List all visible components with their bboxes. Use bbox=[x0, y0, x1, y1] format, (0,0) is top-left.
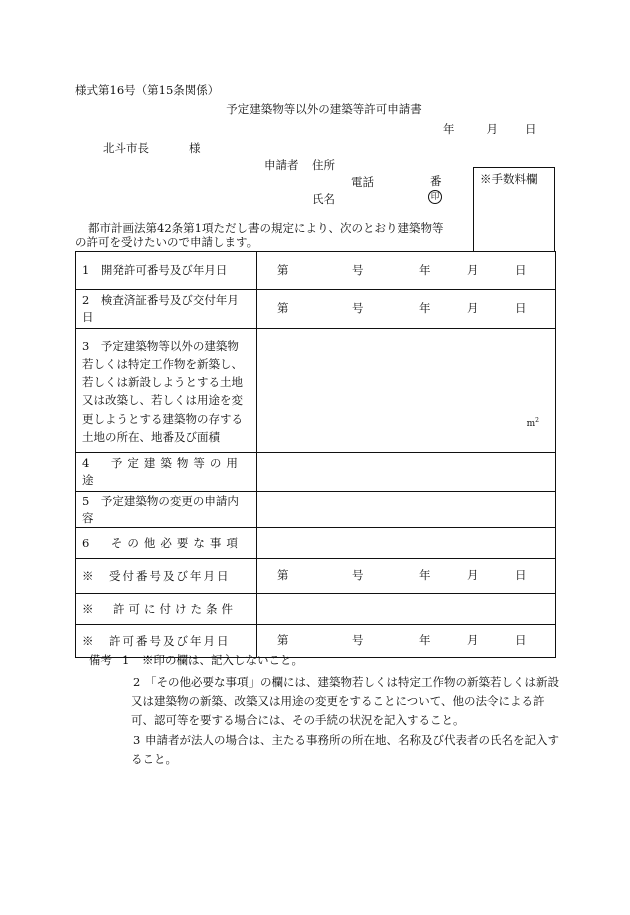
day-label: 日 bbox=[515, 301, 527, 316]
value-cell[interactable] bbox=[257, 252, 556, 290]
phone-ban-label: 番 bbox=[430, 174, 442, 188]
year-label: 年 bbox=[419, 568, 431, 583]
applicant-label: 申請者 bbox=[264, 158, 299, 172]
table-row bbox=[76, 453, 556, 492]
go-label: 号 bbox=[352, 633, 364, 648]
go-label: 号 bbox=[352, 568, 364, 583]
table-row bbox=[76, 252, 556, 290]
row-label-text: 6 その他必要な事項 bbox=[82, 535, 243, 550]
row-label bbox=[76, 290, 257, 329]
row-label bbox=[76, 528, 257, 559]
row-label bbox=[76, 594, 257, 625]
day-label: 日 bbox=[515, 262, 527, 277]
row-label bbox=[76, 252, 257, 290]
row-label-text: ※ 許可に付けた条件 bbox=[82, 601, 237, 616]
note-number: 2 bbox=[133, 675, 141, 690]
phone-label: 電話 bbox=[351, 175, 374, 189]
value-cell[interactable] bbox=[257, 453, 556, 492]
row-label bbox=[76, 492, 257, 528]
row-label-text: 2 検査済証番号及び交付年月日 bbox=[82, 293, 239, 324]
fee-box bbox=[473, 167, 555, 251]
month-label: 月 bbox=[467, 568, 479, 583]
row-label-text: 5 予定建築物の変更の申請内容 bbox=[82, 493, 239, 525]
note-text: ※印の欄は、記入しないこと。 bbox=[142, 653, 303, 667]
note-item bbox=[89, 731, 559, 768]
fee-label: ※手数料欄 bbox=[480, 172, 538, 186]
row-label-text: 3 予定建築物等以外の建築物若しくは特定工作物を新築し、若しくは新設しようとする土地又は改築し、若しくは用途を変更しようとする建築物の存する土地の所在、地番及び面積 bbox=[82, 339, 243, 444]
row-label-text: ※ 許可番号及び年月日 bbox=[82, 633, 231, 648]
form-number: 様式第16号（第15条関係） bbox=[75, 83, 220, 97]
dai-label: 第 bbox=[277, 568, 289, 583]
statement-line-1: 都市計画法第42条第1項ただし書の規定により、次のとおり建築物等 bbox=[88, 221, 444, 235]
address-label: 住所 bbox=[312, 158, 335, 172]
month-label: 月 bbox=[467, 262, 479, 277]
table-row bbox=[76, 492, 556, 528]
area-unit bbox=[527, 417, 539, 430]
year-label: 年 bbox=[419, 262, 431, 277]
row-label-text: 1 開発許可番号及び年月日 bbox=[82, 263, 228, 278]
note-text: 申請者が法人の場合は、主たる事務所の所在地、名称及び代表者の氏名を記入すること。 bbox=[131, 733, 559, 766]
date-day: 日 bbox=[525, 122, 537, 136]
year-label: 年 bbox=[419, 633, 431, 648]
go-label: 号 bbox=[352, 262, 364, 277]
note-number: 3 bbox=[133, 733, 141, 748]
seal-icon: 印 bbox=[428, 190, 442, 204]
row-label-text: 4 予定建築物等の用途 bbox=[82, 456, 243, 487]
name-label: 氏名 bbox=[312, 192, 335, 206]
go-label: 号 bbox=[352, 301, 364, 316]
notes-header: 備考 bbox=[89, 653, 112, 667]
row-label bbox=[76, 559, 257, 594]
addressee-name: 北斗市長 bbox=[103, 141, 149, 155]
value-cell[interactable] bbox=[257, 528, 556, 559]
day-label: 日 bbox=[515, 568, 527, 583]
row-label bbox=[76, 329, 257, 453]
month-label: 月 bbox=[467, 633, 479, 648]
application-table bbox=[75, 251, 556, 658]
form-title: 予定建築物等以外の建築等許可申請書 bbox=[226, 102, 422, 116]
row-label-text: ※ 受付番号及び年月日 bbox=[82, 568, 231, 583]
area-unit-text: m bbox=[526, 418, 536, 429]
dai-label: 第 bbox=[277, 633, 289, 648]
date-year: 年 bbox=[443, 122, 455, 136]
year-label: 年 bbox=[419, 301, 431, 316]
value-cell[interactable] bbox=[257, 594, 556, 625]
row-label bbox=[76, 453, 257, 492]
addressee-suffix: 様 bbox=[189, 141, 201, 155]
table-row bbox=[76, 290, 556, 329]
note-number: 1 bbox=[122, 653, 130, 667]
value-cell[interactable] bbox=[257, 329, 556, 453]
note-item bbox=[89, 651, 559, 669]
addressee bbox=[103, 141, 201, 157]
notes-section bbox=[89, 651, 559, 769]
dai-label: 第 bbox=[277, 301, 289, 316]
day-label: 日 bbox=[515, 633, 527, 648]
value-cell[interactable] bbox=[257, 290, 556, 329]
note-item bbox=[89, 673, 559, 729]
table-row bbox=[76, 329, 556, 453]
area-unit-exponent: 2 bbox=[535, 416, 539, 424]
dai-label: 第 bbox=[277, 262, 289, 277]
note-text: 「その他必要な事項」の欄には、建築物若しくは特定工作物の新築若しくは新設又は建築物の新築、改築又は用途の変更をすることについて、他の法令による許可、認可等を要する場合には、その手続の状況を記入すること。 bbox=[131, 675, 559, 727]
value-cell[interactable] bbox=[257, 559, 556, 594]
month-label: 月 bbox=[467, 301, 479, 316]
statement-line-2: の許可を受けたいので申請します。 bbox=[75, 235, 259, 249]
application-date bbox=[443, 122, 537, 138]
value-cell[interactable] bbox=[257, 492, 556, 528]
table-row bbox=[76, 559, 556, 594]
table-row bbox=[76, 594, 556, 625]
table-row bbox=[76, 528, 556, 559]
form-title-wrap bbox=[0, 102, 630, 118]
date-month: 月 bbox=[486, 122, 498, 136]
